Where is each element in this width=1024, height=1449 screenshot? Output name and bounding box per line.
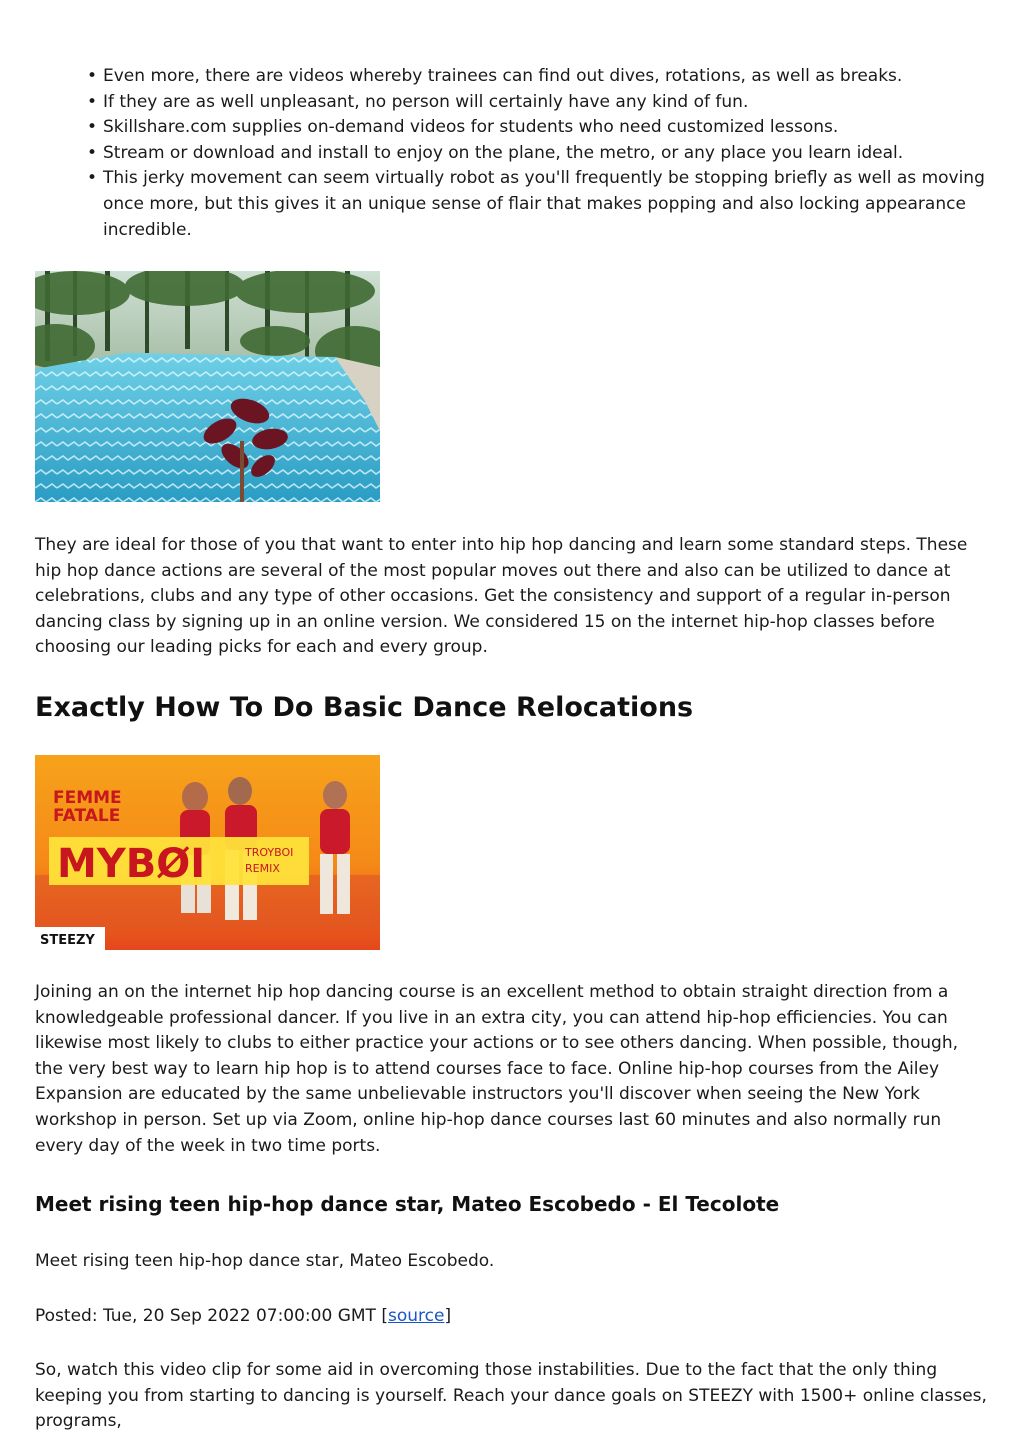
video-thumbnail[interactable]	[35, 755, 380, 950]
bullet-list	[103, 64, 993, 243]
news-heading: Meet rising teen hip-hop dance star, Mateo Escobedo - El Tecolote	[35, 1192, 780, 1216]
bullet-item: • Even more, there are videos whereby trainees can find out dives, rotations, as well as breaks.	[103, 64, 993, 90]
section-heading: Exactly How To Do Basic Dance Relocations	[35, 692, 694, 723]
posted-line	[35, 1304, 990, 1330]
bullet-item: • If they are as well unpleasant, no person will certainly have any kind of fun.	[103, 90, 993, 116]
bullet-item: • Skillshare.com supplies on-demand videos for students who need customized lessons.	[103, 115, 993, 141]
news-summary: Meet rising teen hip-hop dance star, Mateo Escobedo.	[35, 1251, 495, 1271]
paragraph: They are ideal for those of you that want to enter into hip hop dancing and learn some standard steps. These hip hop dance actions are several of the most popular moves out there and also can be utilized to dance at celebrations, clubs and any type of other occasions. Get the consistency and support of a regular in-person dancing class by signing up in an online version. We considered 15 on the internet hip-hop classes before choosing our leading picks for each and every group.	[35, 535, 968, 658]
source-link[interactable]: source	[387, 1306, 445, 1326]
thumb-remix2: REMIX	[245, 862, 280, 875]
thumb-title: MYBØI	[57, 841, 206, 887]
bullet-item: • This jerky movement can seem virtually robot as you'll frequently be stopping briefly as well as moving once more, but this gives it an unique sense of flair that makes popping and also locking appearance incredible.	[103, 166, 993, 243]
posted-prefix: Posted: Tue, 20 Sep 2022 07:00:00 GMT [	[35, 1306, 388, 1326]
posted-suffix: ]	[444, 1306, 452, 1326]
thumb-brand: STEEZY	[40, 933, 95, 948]
thumb-line1: FEMME	[53, 788, 122, 808]
paragraph: Joining an on the internet hip hop dancing course is an excellent method to obtain straight direction from a knowledgeable professional dancer. If you live in an extra city, you can attend hip-hop efficiencies. You can likewise most likely to clubs to either practice your actions or to see others dancing. When possible, though, the very best way to learn hip hop is to attend courses face to face. Online hip-hop courses from the Ailey Expansion are educated by the same unbelievable instructors you'll discover when seeing the New York workshop in person. Set up via Zoom, online hip-hop dance courses last 60 minutes and also normally run every day of the week in two time ports.	[35, 982, 959, 1156]
bullet-item: • Stream or download and install to enjoy on the plane, the metro, or any place you learn ideal.	[103, 141, 993, 167]
thumb-line2: FATALE	[53, 806, 121, 826]
thumb-remix1: TROYBOI	[245, 846, 294, 859]
paragraph: So, watch this video clip for some aid in overcoming those instabilities. Due to the fact that the only thing keeping you from starting to dancing is yourself. Reach your dance goals on STEEZY with 1500+ online classes, programs,	[35, 1360, 987, 1432]
pool-photo	[35, 271, 380, 502]
